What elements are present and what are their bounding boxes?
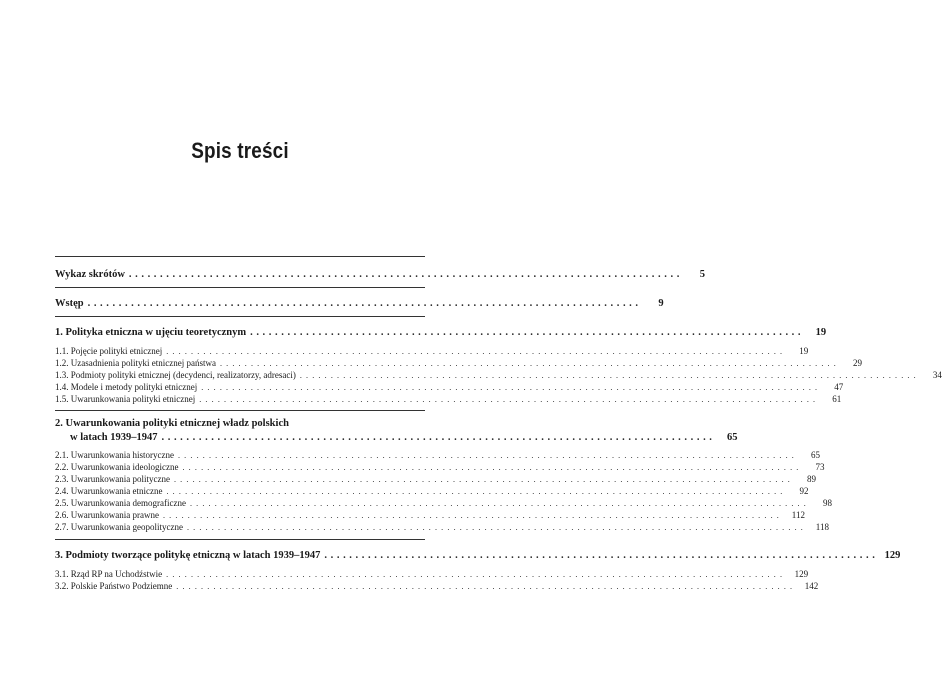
toc-section-1-1[interactable] [55, 346, 809, 356]
toc-entry-page: 142 [804, 581, 819, 591]
toc-entry-label: 3. Podmioty tworzące politykę etniczną w latach 1939–1947 [55, 550, 321, 561]
toc-entry-label: 2.6. Uwarunkowania prawne [55, 510, 159, 520]
leader-dots: .................................................................................................... [299, 371, 920, 380]
leader-dots: ......................................................................................... [87, 298, 642, 309]
leader-dots: .................................................................................................... [219, 359, 840, 368]
toc-entry-introduction[interactable] [55, 298, 664, 309]
toc-entry-page: 9 [658, 298, 664, 309]
toc-entry-label: 3.2. Polskie Państwo Podziemne [55, 581, 173, 591]
toc-entry-label: 1.3. Podmioty polityki etnicznej (decydenci, realizatorzy, adresaci) [55, 370, 296, 380]
toc-entry-label: w latach 1939–1947 [70, 432, 158, 443]
toc-entry-label: 2.1. Uwarunkowania historyczne [55, 450, 174, 460]
toc-section-3-2[interactable] [55, 581, 819, 591]
toc-entry-page: 129 [884, 550, 901, 561]
leader-dots: .................................................................................................... [176, 582, 797, 591]
divider [55, 287, 425, 288]
toc-section-1-3[interactable] [55, 370, 942, 380]
leader-dots: .................................................................................................... [186, 523, 807, 532]
toc-section-2-6[interactable] [55, 510, 805, 520]
toc-entry-label: 2.3. Uwarunkowania polityczne [55, 474, 170, 484]
toc-entry-label: 3.1. Rząd RP na Uchodźstwie [55, 569, 163, 579]
leader-dots: ......................................................................................... [128, 269, 683, 280]
toc-entry-page: 19 [815, 327, 827, 338]
toc-entry-label: 1.2. Uzasadnienia polityki etnicznej państwa [55, 358, 216, 368]
toc-entry-label: Wykaz skrótów [55, 269, 125, 280]
leader-dots: .................................................................................................... [177, 451, 798, 460]
page-title: Spis treści [191, 138, 289, 163]
leader-dots: .................................................................................................... [166, 570, 787, 579]
toc-entry-label: 1.4. Modele i metody polityki etnicznej [55, 382, 198, 392]
toc-entry-page: 112 [791, 510, 805, 520]
toc-entry-page: 19 [799, 346, 809, 356]
toc-section-2-3[interactable] [55, 474, 816, 484]
leader-dots: .................................................................................................... [189, 499, 810, 508]
toc-section-2-1[interactable] [55, 450, 820, 460]
toc-section-2-2[interactable] [55, 462, 825, 472]
toc-entry-label: 1. Polityka etniczna w ujęciu teoretycznym [55, 327, 247, 338]
toc-entry-label: 2.2. Uwarunkowania ideologiczne [55, 462, 179, 472]
toc-entry-page: 65 [810, 450, 820, 460]
toc-chapter-2[interactable] [70, 432, 738, 443]
leader-dots: .................................................................................................... [182, 463, 803, 472]
leader-dots: .................................................................................................... [166, 487, 787, 496]
divider [55, 539, 425, 540]
toc-entry-page: 5 [699, 269, 705, 280]
toc-entry-label: 2.7. Uwarunkowania geopolityczne [55, 522, 183, 532]
toc-entry-page: 118 [815, 522, 829, 532]
leader-dots: ......................................................................................... [161, 432, 716, 443]
toc-entry-label: 2.5. Uwarunkowania demograficzne [55, 498, 186, 508]
leader-dots: .................................................................................................... [162, 511, 783, 520]
leader-dots: .................................................................................................... [173, 475, 794, 484]
toc-entry-page: 129 [794, 569, 809, 579]
leader-dots: ......................................................................................... [250, 327, 805, 338]
leader-dots: ......................................................................................... [324, 550, 879, 561]
leader-dots: .................................................................................................... [166, 347, 787, 356]
leader-dots: .................................................................................................... [201, 383, 822, 392]
toc-entry-label: Wstęp [55, 298, 84, 309]
toc-entry-label: 1.1. Pojęcie polityki etnicznej [55, 346, 163, 356]
toc-entry-page: 34 [932, 370, 942, 380]
toc-section-2-4[interactable] [55, 486, 809, 496]
toc-entry-page: 89 [806, 474, 816, 484]
toc-entry-page: 47 [834, 382, 844, 392]
toc-entry-page: 92 [799, 486, 809, 496]
toc-entry-page: 65 [727, 432, 738, 443]
toc-section-1-2[interactable] [55, 358, 862, 368]
toc-section-2-5[interactable] [55, 498, 832, 508]
toc-entry-page: 73 [815, 462, 825, 472]
toc-section-3-1[interactable] [55, 569, 809, 579]
toc-entry-label: 1.5. Uwarunkowania polityki etnicznej [55, 394, 196, 404]
toc-entry-page: 98 [822, 498, 832, 508]
toc-chapter-1[interactable] [55, 327, 827, 338]
divider [55, 316, 425, 317]
toc-chapter-2-line-1[interactable]: 2. Uwarunkowania polityki etnicznej władz polskich [55, 418, 289, 429]
toc-entry-page: 61 [832, 394, 842, 404]
leader-dots: .................................................................................................... [199, 395, 820, 404]
toc-section-1-5[interactable] [55, 394, 842, 404]
toc-entry-page: 29 [852, 358, 862, 368]
toc-section-1-4[interactable] [55, 382, 844, 392]
divider [55, 256, 425, 257]
divider [55, 410, 425, 411]
toc-entry-abbreviations[interactable] [55, 269, 705, 280]
toc-section-2-7[interactable] [55, 522, 829, 532]
toc-entry-label: 2.4. Uwarunkowania etniczne [55, 486, 163, 496]
toc-chapter-3[interactable] [55, 550, 901, 561]
